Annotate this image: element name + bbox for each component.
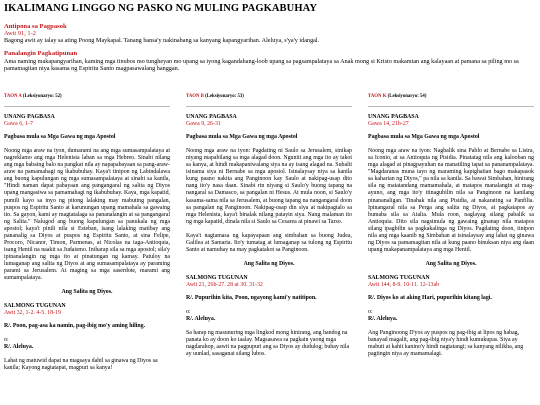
reading-title: UNANG PAGBASA	[4, 114, 55, 121]
salmo-response: R/. Pupurihin kita, Poon, ngayong kami'y natitipon.	[186, 294, 317, 301]
reading-end: Ang Salita ng Diyos.	[425, 260, 477, 267]
salmo-title: SALMONG TUGUNAN	[186, 274, 248, 281]
salmo-response: R/. Diyos ko at aking Hari, pupurihin kitang lagi.	[368, 295, 492, 302]
taon-label: TAON A	[4, 94, 22, 99]
salmo-or: o:	[4, 337, 9, 344]
reading-ref: Gawa 6, 1-7	[4, 121, 33, 128]
column-taon-k	[368, 93, 534, 405]
salmo-response-alt: R/. Aleluya.	[368, 316, 398, 323]
leksiyonaryo-label: (Leksiyonaryo: 53)	[205, 94, 244, 99]
taon-label: TAON K	[368, 94, 387, 99]
reading-text-continued: Kaya't nagtamasa ng kapayapaan ang simbahan sa buong Judea, Galilea at Samaria. Ito'y tumatag at lumaganap sa tulong ng Espiritu Santo at namuhay na may pagkatakot sa Panginoon.	[186, 232, 352, 253]
reading-end: Ang Salita ng Diyos.	[243, 260, 295, 267]
reading-ref: Gawa 9, 26-31	[186, 121, 221, 128]
salmo-title: SALMONG TUGUNAN	[368, 274, 430, 281]
page-title: IKALIMANG LINGGO NG PASKO NG MULING PAGKABUHAY	[4, 3, 318, 14]
salmo-ref: Awit 144, 8-9. 10-11. 12-13ab	[368, 281, 440, 288]
salmo-verse: Sa harap ng masunuring mga lingkod mong hinirang, ang handog na panata ko ay doon ko iaalay. Magsasawa sa pagkain yaong mga nagdarahop, aawit na pagpupuri ang sa Diyos ay dudulog; buhay nila ay uunlad, sasaganai silang lubos.	[186, 330, 350, 358]
antipona-heading: Antipona sa Pagpasok	[4, 23, 67, 30]
panalangin-heading: Panalangin Pagkatipunan	[4, 50, 78, 57]
column-header	[4, 93, 170, 107]
reading-title: UNANG PAGBASA	[186, 114, 237, 121]
column-taon-a	[4, 93, 170, 405]
salmo-title: SALMONG TUGUNAN	[4, 303, 66, 310]
column-taon-b	[186, 93, 352, 405]
reading-text: Noong mga araw na iyon: Nagbalik sina Pablo at Bernabe sa Listra, sa Iconio, at sa Antioquia ng Pisidia. Pinatatag nila ang kalooban ng mga alagad at pinagpayuhan na manatiling tapat sa pananampalataya. "Magdaranas muna tayo ng maraming kapighatian bago makapasok sa kaharian ng Diyos," pa nila sa kanila. Sa bawat Simbahan, hinirang sila ng matatandang mamamahala, at matapos manalangin at mag-ayuno, ang mga ito'y itinagubilin nila sa Panginoon na kanilang pinananaligan. Tinahak nila ang Pisidia, at nakarating sa Panfilia. Ipinangaral nila sa Perga ang salita ng Diyos, at pagkatapos ay bumaba sila sa Atalia. Mula roon, naglayag silang pabalik sa Antioquia. Dito sila nagsimula ng gawaing ginanap nila matapos silang ipagbilin sa pagkakalinga ng Diyos. Pagdating doon, tinipon nila ang mga kaanib ng Simbahan at isinalaysay ang lahat ng ginawa ng Diyos sa pamamagitan nila at kung paano binuksan niya ang daan upang makapanampalataya ang mga Hentil.	[368, 148, 534, 253]
salmo-verse: Lahat ng matuwid dapat na magsaya dahil sa ginawa ng Diyos sa kanila; Kayong nagtatapat, magpuri sa kanya!	[4, 358, 158, 372]
leksiyonaryo-label: (Leksiyonaryo: 52)	[22, 94, 62, 99]
salmo-or: o:	[186, 309, 191, 316]
salmo-ref: Awit 21, 26b-27. 28 at 30. 31-32	[186, 281, 263, 288]
salmo-response: R/. Poon, pag-asa ka namin, pag-ibig mo'y aming hiling.	[4, 323, 146, 330]
salmo-response-alt: R/. Aleluya.	[186, 316, 216, 323]
reading-text: Noong mga araw na iyon: Pagdating ni Saulo sa Jerusalem, sinikap niyang mapabilang sa mga alagad doon. Nguniit ang mga ito ay takot sa kanya, at hindi makapaniwalang siya na ay isang alagad na. Subalit isinama siya ni Bernabe sa mga apostol. Isinalaysay niya sa kanila kung paano nakita ang Panginoon kay Saulo at nakipag-usap dito nang ito'y nasa daan. Sinabi rin niyang si Saulo'y buong tapang na nangaral sa Damasco, sa pangalan ni Hesus. At mula noon, si Saulo'y kasama-sama nila sa Jerusalem, at buong tapang na nangangaral doon sa pangalan ng Panginoon. Nakipag-usap din siya at nakipagtalo sa mga Helenista, kaya't binalak nilang patayin siya. Nang malaman ito ng mga kapatid, dinala nila si Saulo sa Cesarea at pinawi sa Tarso.	[186, 148, 352, 225]
panalangin-text: Ama naming makapangyarihan, kaming mga tinubos mo tungheyan mo upang sa iyong kagandahang-loob upang sa pagsampalataya sa Anak mong si Kristo makamtan ang kalayaan at pamana sa piling mo sa pamamagitan niya kasama ng Espiritu Santo magpasawalang hanggan.	[4, 58, 519, 73]
salmo-or: o:	[368, 309, 373, 316]
reading-heading: Pagbasa mula sa Mga Gawa ng mga Apostol	[368, 134, 480, 141]
reading-heading: Pagbasa mula sa Mga Gawa ng mga Apostol	[186, 134, 298, 141]
reading-title: UNANG PAGBASA	[368, 114, 419, 121]
leksiyonaryo-label: (Leksiyonaryo: 54)	[387, 94, 427, 99]
salmo-ref: Awit 32, 1-2. 4-5. 18-19	[4, 310, 61, 317]
antipona-text: Bagong awit ay ialay sa ating Poong Maykapal. Tanang bansa'y nakinabang sa kanyang kapangyarihan. Aleluya, s'ya'y idangal.	[4, 37, 320, 44]
column-header	[186, 93, 352, 107]
reading-heading: Pagbasa mula sa Mga Gawa ng mga Apostol	[4, 134, 116, 141]
reading-ref: Gawa 14, 21b-27	[368, 121, 409, 128]
antipona-ref: Awit 91, 1-2	[4, 30, 36, 37]
salmo-response-alt: R/. Aleluya.	[4, 344, 34, 351]
column-header	[368, 93, 534, 107]
reading-text: Noong mga araw na iyon, dumarami na ang mga sumasampalataya at nagreklamo ang mga Helenista laban sa mga Hebreo. Sinabi nilang ang mga babaing balo na pangkat nila ay napapabayaan sa pang-araw-araw na pamamahagi ng ikabubuhay. Kaya't tinipon ng Labindalawa ang buong kapulungan ng mga sumasampalataya at sinabi sa kanila, "Hindi naman dapat pabayaan ang pangangaral ng salita ng Diyos upang mangasiwa sa pamamahagi ng ikabubuhay. Kaya, mga kapatid, pumili kayo sa inyo ng pitong lalaking may mabuting pangalan, puspos ng Espiritu Santo at karunungan upang mamahala sa gawaing ito. Sa gayon, kami ay magtatalaga sa pananalangin at sa pangangaral ng Salita." Nalugod ang buong kapulungan sa panukala ng mga apostol; kaya't pinili nila si Esteban, isang lalaking matibay ang pananalig sa Diyos at puspos ng Espiritu Santo, at sina Felipe, Procoro, Nicanor, Timon, Parmenas, at Nicolas na taga-Antioquia, isang Hentil na naakit sa Judaismo. Iniharap sila sa mga apostol; sila'y ipinanalangin ng mga ito at pinatungan ng kamay. Patuloy na lumaganap ang salita ng Diyos at ang sumasampalataya ay paraming parami sa Jerusalem. At maging sa mga saserdote, marami ang sumampalataya.	[4, 148, 170, 282]
reading-end: Ang Salita ng Diyos.	[61, 289, 113, 296]
taon-label: TAON B	[186, 94, 204, 99]
salmo-verse: Ang Panginoong D'yos ay puspos ng pag-ibig at lipos ng habag, banayad magalit, ang pag-ibig niya'y hindi kumukupas. Siya ay mabuti at kahit kanino'y hindi nagtatangi; sa kanyang nilikha, ang pagtingin niya ay mamamalagi.	[368, 330, 524, 358]
